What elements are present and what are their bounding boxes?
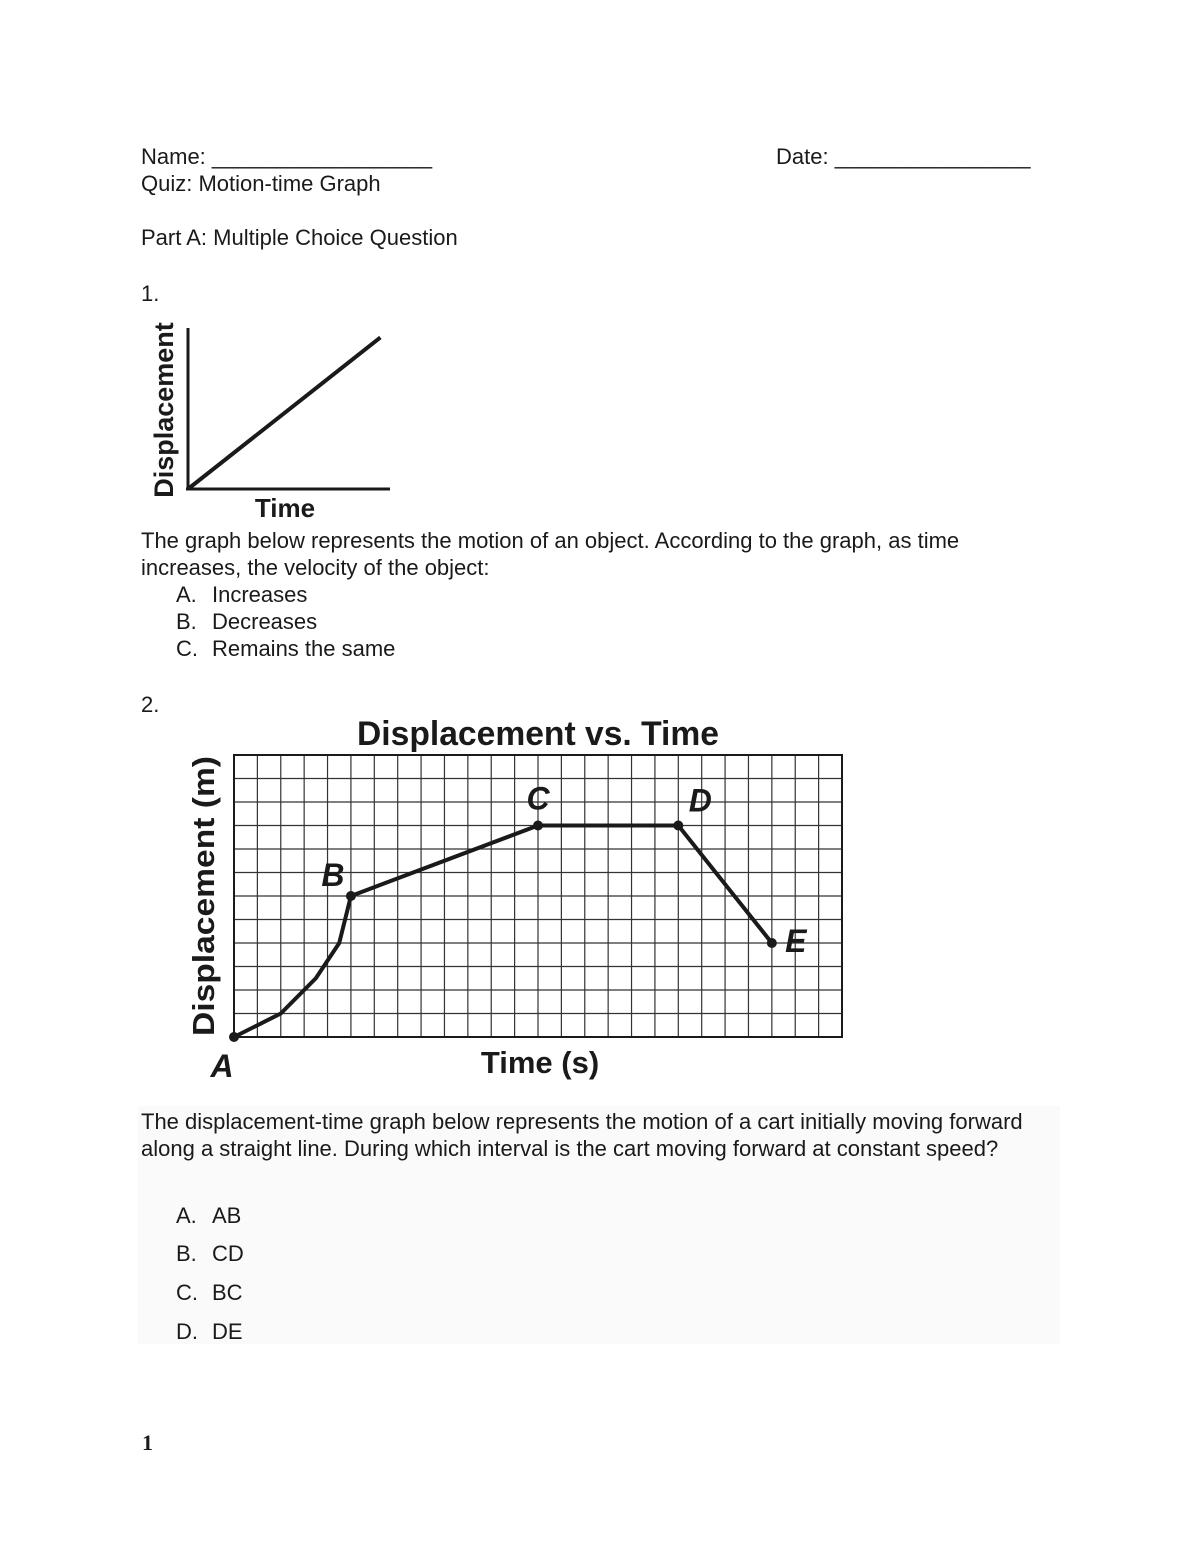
option-letter: B. <box>176 609 197 634</box>
chart1-x-label: Time <box>254 493 316 523</box>
question-2-number: 2. <box>141 692 160 717</box>
option-letter: C. <box>176 636 198 661</box>
chart2-point-a <box>229 1032 239 1042</box>
option-letter: B. <box>176 1241 197 1266</box>
chart2-title: Displacement vs. Time <box>357 715 719 753</box>
chart2-point-label-c: C <box>526 780 550 817</box>
chart2-point-label-b: B <box>321 857 345 893</box>
question-1-prompt: The graph below represents the motion of an object. According to the graph, as time increases, the velocity of the object: <box>141 528 960 580</box>
quiz-title: Quiz: Motion-time Graph <box>141 171 381 196</box>
chart2-point-e <box>767 938 777 948</box>
chart2-data-line <box>234 826 772 1038</box>
option-text: Remains the same <box>212 636 396 661</box>
option-letter: D. <box>176 1319 198 1344</box>
question-2-option-c[interactable] <box>176 1279 243 1306</box>
question-1-option-b[interactable] <box>176 608 317 635</box>
option-text: AB <box>212 1203 242 1228</box>
chart2-point-d <box>673 821 683 831</box>
date-field[interactable]: Date: ________________ <box>776 144 1031 169</box>
chart1-data-line <box>188 337 380 489</box>
chart2-point-label-a: A <box>210 1048 234 1084</box>
option-text: DE <box>212 1319 243 1344</box>
question-2-graph <box>180 705 880 1090</box>
part-title: Part A: Multiple Choice Question <box>141 225 458 250</box>
question-2-option-a[interactable] <box>176 1202 241 1229</box>
question-1-graph <box>140 318 400 523</box>
option-text: CD <box>212 1241 244 1266</box>
option-text: BC <box>212 1280 243 1305</box>
chart2-y-label: Displacement (m) <box>186 777 221 1036</box>
chart2-point-c <box>533 821 543 831</box>
option-text: Decreases <box>212 609 318 634</box>
option-text: Increases <box>212 582 308 607</box>
question-1-option-a[interactable] <box>176 581 307 608</box>
chart2-point-b <box>346 891 356 901</box>
chart2-point-label-d: D <box>688 782 712 819</box>
question-2-prompt: The displacement-time graph below represents the motion of a cart initially moving forward along a straight line. During which interval is the cart moving forward at constant speed? <box>141 1109 1023 1161</box>
name-field[interactable]: Name: __________________ <box>141 144 433 169</box>
option-letter: A. <box>176 582 197 607</box>
question-1-number: 1. <box>141 281 160 306</box>
chart2-x-label: Time (s) <box>480 1045 600 1080</box>
page-number: 1 <box>142 1430 153 1455</box>
question-1-option-c[interactable] <box>176 635 395 662</box>
option-letter: A. <box>176 1203 197 1228</box>
chart2-point-label-e: E <box>785 923 807 959</box>
chart1-y-label: Displacement <box>149 322 179 498</box>
question-2-option-b[interactable] <box>176 1240 244 1267</box>
question-2-option-d[interactable] <box>176 1318 243 1345</box>
option-letter: C. <box>176 1280 198 1305</box>
